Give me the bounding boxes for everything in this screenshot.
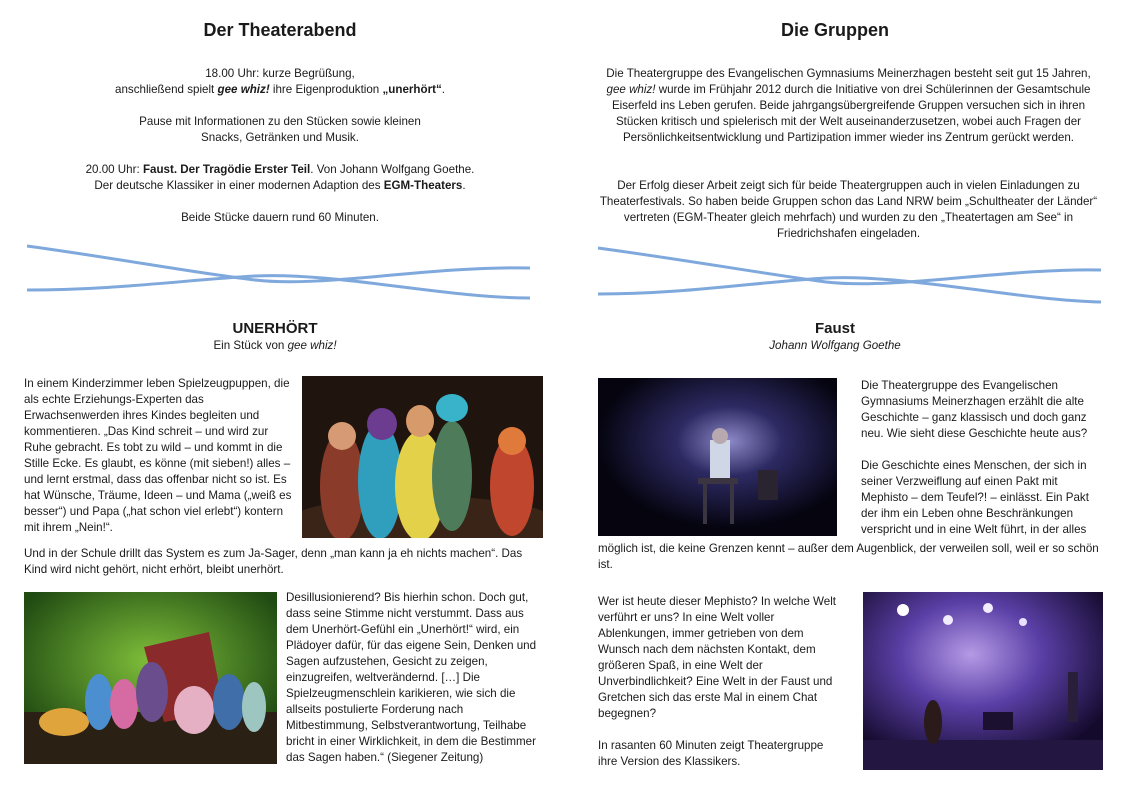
program-line-5: 20.00 Uhr: Faust. Der Tragödie Erster Teil. Von Johann Wolfgang Goethe. bbox=[85, 163, 475, 176]
faust-paragraph-2b: möglich ist, die keine Grenzen kennt – außer dem Augenblick, der verweilen soll, weil er so schön ist. bbox=[598, 542, 1099, 571]
program-line-1: 18.00 Uhr: kurze Begrüßung, bbox=[205, 67, 355, 80]
unerhoert-title: UNERHÖRT bbox=[232, 320, 318, 337]
faust-paragraph-4: In rasanten 60 Minuten zeigt Theatergruppe ihre Version des Klassikers. bbox=[598, 739, 824, 768]
unerhoert-photo-group bbox=[24, 592, 277, 764]
gruppen-paragraph-1: Die Theatergruppe des Evangelischen Gymnasiums Meinerzhagen besteht seit gut 15 Jahren, gee whiz! wurde im Frühjahr 2012 durch die Initiative von drei Schülerinnen der Gesamtschule Eiserfeld ins Leben gerufen. Beide jahrgangsübergreifende Gruppen versuchen sich in ihren Stücken kritisch und spielerisch mit der Welt auseinanderzusetzen, wobei auch Fragen der Persönlichkeitsentwicklung und Partizipation immer wieder ins Zentrum gerückt werden. bbox=[606, 67, 1091, 144]
faust-paragraph-2a: Die Geschichte eines Menschen, der sich in seiner Verzweiflung auf einen Pakt mit Mephisto – dem Teufel?! – einlässt. Ein Pakt der ihm ein Leben ohne Beschränkungen verspricht und in eine Welt führt, in der alles bbox=[861, 459, 1089, 536]
unerhoert-paragraph-2: Und in der Schule drillt das System es zum Ja-Sager, denn „man kann ja eh nichts machen“. Das Kind wird nicht gehört, nicht erhört, bleibt unerhört. bbox=[24, 547, 523, 576]
faust-photo-stage bbox=[598, 378, 837, 536]
gruppen-title: Die Gruppen bbox=[780, 20, 889, 40]
faust-photo-spotlights bbox=[863, 592, 1103, 770]
theaterabend-title: Der Theaterabend bbox=[203, 20, 357, 40]
faust-subtitle: Johann Wolfgang Goethe bbox=[769, 339, 901, 352]
unerhoert-subtitle: Ein Stück von gee whiz! bbox=[213, 339, 337, 352]
program-line-4: Snacks, Getränken und Musik. bbox=[201, 131, 359, 144]
program-line-2: anschließend spielt gee whiz! ihre Eigenproduktion „unerhört“. bbox=[115, 83, 445, 96]
program-line-3: Pause mit Informationen zu den Stücken sowie kleinen bbox=[139, 115, 421, 128]
right-wave-divider bbox=[596, 238, 1116, 308]
unerhoert-photo-dolls bbox=[302, 376, 543, 538]
faust-title: Faust bbox=[814, 320, 855, 337]
program-line-7: Beide Stücke dauern rund 60 Minuten. bbox=[181, 211, 379, 224]
evening-program bbox=[60, 66, 500, 226]
faust-paragraph-1: Die Theatergruppe des Evangelischen Gymnasiums Meinerzhagen erzählt die alte Geschichte – ganz klassisch und doch ganz neu. Wie sieht diese Geschichte heute aus? bbox=[861, 379, 1088, 440]
faust-paragraph-3: Wer ist heute dieser Mephisto? In welche Welt verführt er uns? In eine Welt voller Ablenkungen, immer getrieben von dem Wunsch nach dem nächsten Kontakt, dem größeren Spaß, in eine Welt der Unverbindlichkeit? Eine Welt in der Faust und Gretchen sich das erste Mal in einem Chat begegnen? bbox=[598, 595, 836, 720]
gruppen-paragraph-2: Der Erfolg dieser Arbeit zeigt sich für beide Theatergruppen auch in vielen Einladungen zu Theaterfestivals. So haben beide Gruppen schon das Land NRW beim „Schultheater der Länder“ vertreten (EGM-Theater gleich mehrfach) und wurden zu den „Theatertagen am See“ in Friedrichshafen eingeladen. bbox=[599, 179, 1098, 240]
program-line-6: Der deutsche Klassiker in einer modernen Adaption des EGM-Theaters. bbox=[94, 179, 466, 192]
left-wave-divider bbox=[25, 238, 545, 308]
unerhoert-paragraph-3: Desillusionierend? Bis hierhin schon. Doch gut, dass seine Stimme nicht verstummt. Dass aus dem Unerhört-Gefühl ein „Unerhört!“ wird, ein Plädoyer dafür, für das eigene Sein, Denken und Sagen aufzustehen, Gesicht zu zeigen, einzugreifen, weltverändernd. […] Die Spielzeugmenschlein karikieren, wie sich die allseits postulierte Forderung nach Mitbestimmung, Selbstverantwortung, Teilhabe bricht in einer Wirklichkeit, in dem die Bestimmer das Sagen haben.“ (Siegener Zeitung) bbox=[286, 591, 537, 764]
unerhoert-paragraph-1: In einem Kinderzimmer leben Spielzeugpuppen, die als echte Erziehungs-Experten das Erwachsenwerden ihres Kindes begleiten und kommentieren. „Das Kind schreit – und wird zur Ruhe gebracht. Es tobt zu wild – und kommt in die Stille Ecke. Es glaubt, es könne (mit sieben!) alles – und lernt erstmal, dass das offenbar nicht so ist. Es hat Wünsche, Träume, Ideen – und Mama („weiß es besser“) und Papa („hat schon viel erlebt“) kontern mit ihrem „Nein!“. bbox=[24, 377, 292, 534]
